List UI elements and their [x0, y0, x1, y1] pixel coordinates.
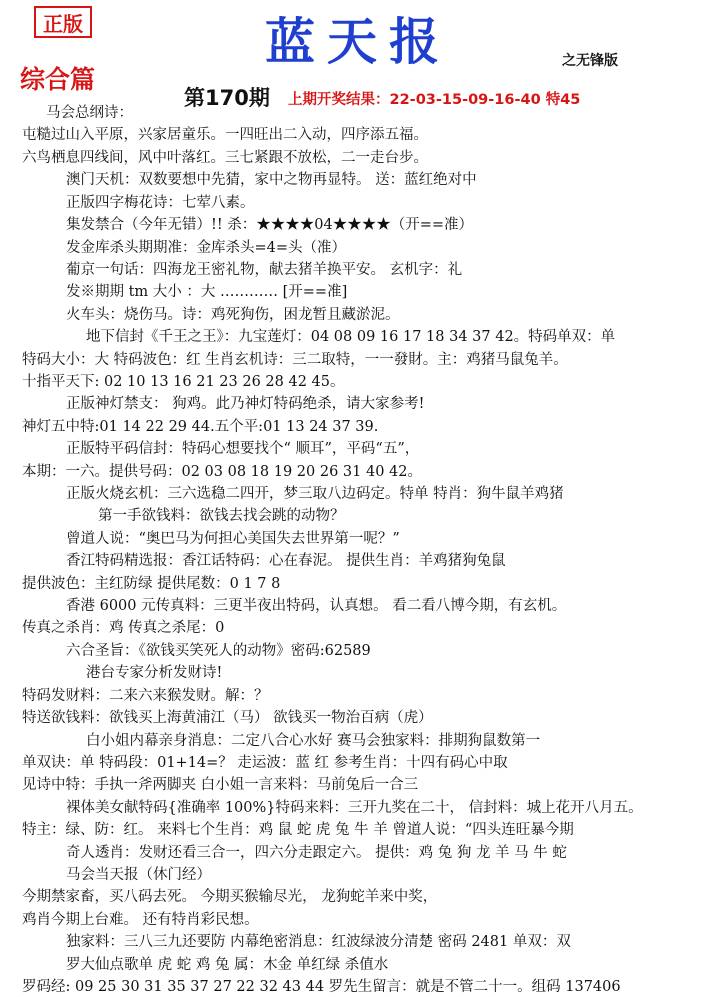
text-line: 马会总纲诗：	[46, 105, 133, 121]
text-line: 地下信封《千王之王》：九宝莲灯：04 08 09 16 17 18 34 37 42。特码单双：单	[86, 329, 616, 346]
category-label: 综合篇	[20, 65, 96, 94]
text-line: 罗大仙点歌单 虎 蛇 鸡 兔 属：木金 单红绿 杀值水	[66, 956, 389, 973]
text-line: 传真之杀肖：鸡 传真之杀尾：0	[22, 620, 225, 637]
text-line: 见诗中特：手执一斧两脚夹 白小姐一言来料：马前兔后一合三	[22, 777, 419, 794]
text-line: 集发禁合（今年无错）!! 杀：★★★★04★★★★（开==准）	[66, 217, 474, 234]
text-line: 独家料：三八三九还要防 内幕绝密消息：红波绿波分清楚 密码 2481 单双：双	[66, 934, 571, 951]
text-line: 特送欲钱料：欲钱买上海黄浦江（马） 欲钱买一物治百病（虎）	[22, 710, 433, 727]
text-line: 六合圣旨：《欲钱买笑死人的动物》密码:62589	[66, 642, 371, 659]
text-line: 正版四字梅花诗：七荤八素。	[66, 194, 255, 211]
text-line: 特码发财料：二来六来猴发财。解：？	[22, 687, 269, 704]
text-line: 单双诀：单 特码段：01+14=？ 走运波：蓝 红 参考生肖：十四有码心中取	[22, 754, 508, 771]
text-line: 裸体美女献特码{准确率 100%}特码来料：三开九奖在二十， 信封料：城上花开八月五。	[66, 799, 643, 816]
text-line: 发金库杀头期期准：金库杀头=4=头（准）	[66, 239, 347, 256]
text-line: 神灯五中特:01 14 22 29 44.五个平:01 13 24 37 39.	[22, 418, 379, 435]
edition-label: 之无锋版	[562, 53, 618, 69]
text-line: 香江特码精选报：香江话特码：心在春泥。 提供生肖：羊鸡猪狗兔鼠	[66, 553, 506, 570]
text-line: 正版火烧玄机：三六选稳二四开，梦三取八边码定。特单 特肖：狗牛鼠羊鸡猪	[66, 486, 564, 502]
text-line: 港台专家分析发财诗!	[86, 665, 223, 682]
text-line: 白小姐内幕亲身消息：二定八合心水好 赛马会独家料：排期狗鼠数第一	[86, 732, 541, 749]
text-line: 奇人透肖：发财还看三合一，四六分走跟定六。 提供：鸡 兔 狗 龙 羊 马 牛 蛇	[66, 844, 567, 861]
text-line: 特码大小：大 特码波色：红 生肖玄机诗：三二取特，一一發財。主：鸡猪马鼠兔羊。	[22, 351, 568, 368]
text-line: 正版特平码信封：特码心想要找个“ 顺耳”，平码“五”，	[66, 441, 420, 458]
text-line: 本期：一六。提供号码：02 03 08 18 19 20 26 31 40 42。	[22, 463, 422, 480]
issue-number: 第170期	[184, 86, 270, 110]
last-draw-result: 上期开奖结果：22-03-15-09-16-40 特45	[288, 92, 581, 108]
text-line: 曾道人说：“奥巴马为何担心美国失去世界第一呢？”	[66, 530, 400, 547]
text-line: 马会当天报（休门经）	[66, 866, 211, 883]
text-line: 香港 6000 元传真料：三更半夜出特码，认真想。 看二看八博今期，有玄机。	[66, 598, 567, 614]
text-line: 正版神灯禁支： 狗鸡。此乃神灯特码绝杀，请大家参考!	[66, 396, 425, 413]
text-line: 鸡肖今期上台难。 还有特肖彩民想。	[22, 911, 259, 928]
text-line: 特主：绿、防：红。 来料七个生肖：鸡 鼠 蛇 虎 兔 牛 羊 曾道人说：“四头连旺暴今期	[22, 822, 574, 839]
text-line: 六鸟栖息四线间，风中叶落红。三七紧跟不放松，二一走台步。	[22, 149, 428, 166]
text-line: 十指平天下: 02 10 13 16 21 23 26 28 42 45。	[22, 373, 345, 390]
text-line: 提供波色：主红防绿 提供尾数：0 1 7 8	[22, 575, 281, 592]
text-line: 罗码经: 09 25 30 31 35 37 27 22 32 43 44 罗先生留言：就是不管二十一。组码 137406	[22, 979, 621, 995]
text-line: 发※期期 tm 大小 ：大 ………… [开==准]	[66, 284, 348, 301]
text-line: 葡京一句话：四海龙王密礼物，献去猪羊换平安。 玄机字：礼	[66, 261, 463, 278]
text-line: 澳门天机：双数要想中先猜，家中之物再显特。 送：蓝红绝对中	[66, 172, 477, 189]
text-line: 今期禁家畜，买八码去死。 今期买猴输尽光， 龙狗蛇羊来中奖，	[22, 889, 438, 906]
text-line: 屯糙过山入平原，兴家居童乐。一四旺出二入动，四序添五福。	[22, 127, 428, 144]
newspaper-title: 蓝天报	[265, 12, 451, 71]
text-line: 火车头：烧伤马。诗：鸡死狗伤，困龙暂且藏淤泥。	[66, 306, 400, 323]
text-line: 第一手欲钱料：欲钱去找会跳的动物？	[98, 508, 345, 525]
genuine-badge: 正版	[34, 6, 92, 38]
